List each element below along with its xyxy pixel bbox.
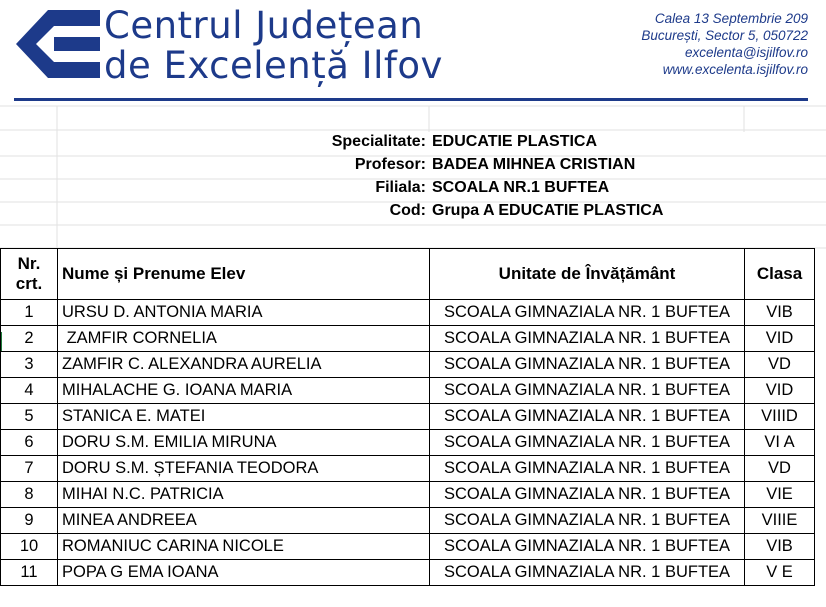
table-row [1,508,815,534]
cell-name: STANICA E. MATEI [58,404,430,430]
cell-class: VIB [745,534,815,560]
cell-name: MINEA ANDREEA [58,508,430,534]
cell-unit: SCOALA GIMNAZIALA NR. 1 BUFTEA [430,482,745,508]
address-line-2: București, Sector 5, 050722 [641,28,808,43]
cell-unit: SCOALA GIMNAZIALA NR. 1 BUFTEA [430,560,745,586]
table-row [1,430,815,456]
brand-line-2: de Excelență Ilfov [104,44,443,87]
cell-name: POPA G EMA IOANA [58,560,430,586]
info-row-specialitate [0,133,826,156]
header-nr [1,249,58,300]
cell-nr: 5 [1,404,58,430]
table-row [1,456,815,482]
info-row-profesor [0,156,826,179]
cell-nr: 8 [1,482,58,508]
cell-nr: 11 [1,560,58,586]
cell-unit: SCOALA GIMNAZIALA NR. 1 BUFTEA [430,508,745,534]
cell-unit: SCOALA GIMNAZIALA NR. 1 BUFTEA [430,404,745,430]
cell-class: VD [745,352,815,378]
cell-nr: 3 [1,352,58,378]
cell-unit: SCOALA GIMNAZIALA NR. 1 BUFTEA [430,326,745,352]
cell-name: URSU D. ANTONIA MARIA [58,300,430,326]
table-row [1,534,815,560]
table-row [1,560,815,586]
brand-name [104,6,443,86]
students-table [0,248,815,586]
contact-block [641,10,808,78]
cell-class: VIB [745,300,815,326]
info-value: BADEA MIHNEA CRISTIAN [432,156,636,173]
cell-nr: 9 [1,508,58,534]
info-row-filiala [0,179,826,202]
email-text: excelenta@isjilfov.ro [684,45,808,60]
table-row [1,378,815,404]
cell-class: VID [745,378,815,404]
cell-class: VIE [745,482,815,508]
info-value: Grupa A EDUCATIE PLASTICA [432,202,664,219]
cell-name: ROMANIUC CARINA NICOLE [58,534,430,560]
header-name: Nume și Prenume Elev [58,249,430,300]
header-class: Clasa [745,249,815,300]
cell-unit: SCOALA GIMNAZIALA NR. 1 BUFTEA [430,534,745,560]
cell-class: VIIID [745,404,815,430]
cell-name: ZAMFIR CORNELIA [58,326,430,352]
cell-class: VIIIE [745,508,815,534]
info-row-cod [0,202,826,225]
info-label: Specialitate: [331,133,426,150]
table-row [1,404,815,430]
info-label: Cod: [389,202,426,219]
cell-class: VD [745,456,815,482]
cell-unit: SCOALA GIMNAZIALA NR. 1 BUFTEA [430,300,745,326]
info-value: EDUCATIE PLASTICA [432,133,598,150]
table-row [1,482,815,508]
cell-name: ZAMFIR C. ALEXANDRA AURELIA [58,352,430,378]
info-label: Filiala: [375,179,426,196]
header-nr-line1: Nr. [17,254,41,273]
cell-unit: SCOALA GIMNAZIALA NR. 1 BUFTEA [430,456,745,482]
header-nr-line2: crt. [15,274,43,293]
cell-name: DORU S.M. EMILIA MIRUNA [58,430,430,456]
table-row [1,326,815,352]
cje-logo [14,8,102,80]
table-header-row [1,249,815,300]
cell-class: VID [745,326,815,352]
cell-nr: 6 [1,430,58,456]
cell-nr: 2 [1,326,58,352]
address-line-1: Calea 13 Septembrie 209 [654,11,808,26]
header-divider [14,98,808,101]
cell-unit: SCOALA GIMNAZIALA NR. 1 BUFTEA [430,430,745,456]
info-label: Profesor: [354,156,426,173]
cell-class: VI A [745,430,815,456]
cell-nr: 1 [1,300,58,326]
cell-name: MIHALACHE G. IOANA MARIA [58,378,430,404]
cell-name: DORU S.M. ȘTEFANIA TEODORA [58,456,430,482]
cell-nr: 4 [1,378,58,404]
table-row [1,352,815,378]
info-value: SCOALA NR.1 BUFTEA [432,179,610,196]
website-text: www.excelenta.isjilfov.ro [662,62,808,77]
cell-unit: SCOALA GIMNAZIALA NR. 1 BUFTEA [430,378,745,404]
header-unit: Unitate de Învățământ [430,249,745,300]
cell-unit: SCOALA GIMNAZIALA NR. 1 BUFTEA [430,352,745,378]
cell-class: V E [745,560,815,586]
cell-name: MIHAI N.C. PATRICIA [58,482,430,508]
brand-line-1: Centrul Județean [104,4,424,47]
cell-nr: 10 [1,534,58,560]
cell-nr: 7 [1,456,58,482]
table-row [1,300,815,326]
